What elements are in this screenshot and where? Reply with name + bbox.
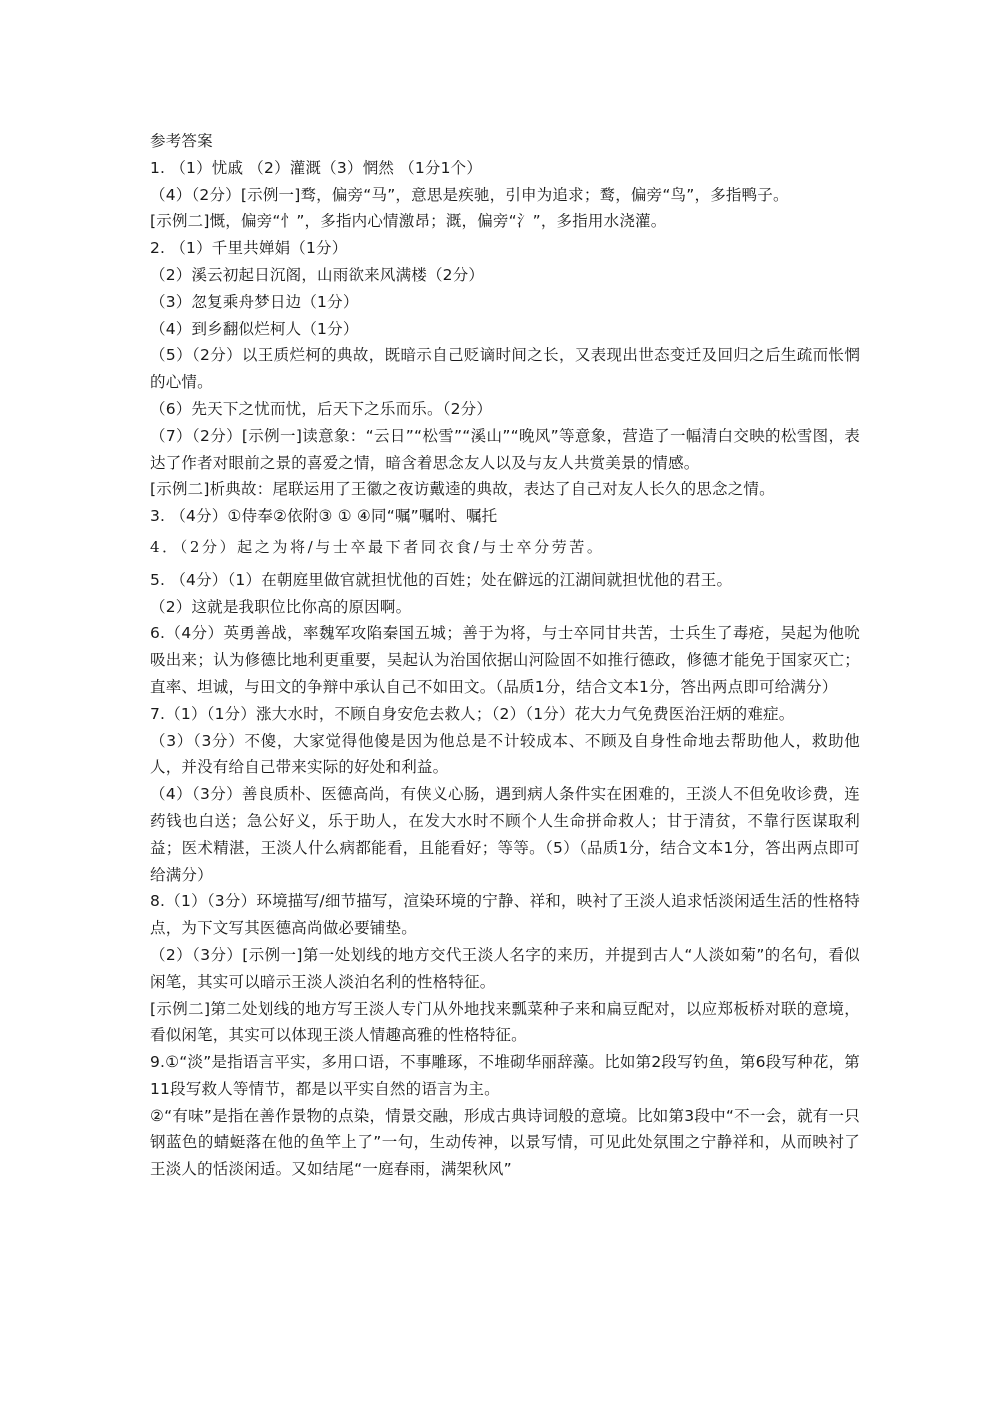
answer-line-q2-6: （6）先天下之忧而忧，后天下之乐而乐。（2分） <box>150 399 493 418</box>
answer-line-q9-2: ②“有味”是指在善作景物的点染，情景交融，形成古典诗词般的意境。比如第3段中“不一会，就有一只钢蓝色的蜻蜓落在他的鱼竿上了”一句，生动传神，以景写情，可见此处氛围之宁静祥和，从而映衬了王淡人的恬淡闲适。又如结尾“一庭春雨，满架秋风” <box>150 1106 860 1179</box>
answer-line-q5-2: （2）这就是我职位比你高的原因啊。 <box>150 597 412 616</box>
answer-line-q5-1: 5. （4分）（1）在朝庭里做官就担忧他的百姓；处在僻远的江湖间就担忧他的君王。 <box>150 570 733 589</box>
answer-line-q2-7-example2: [示例二]析典故：尾联运用了王徽之夜访戴逵的典故，表达了自己对友人长久的思念之情。 <box>150 480 775 499</box>
answer-line-q6: 6.（4分）英勇善战，率魏军攻陷秦国五城；善于为将，与士卒同甘共苦，士兵生了毒疮，吴起为他吮吸出来；认为修德比地利更重要，吴起认为治国依据山河险固不如推行德政，修德才能免于国家灭亡；直率、坦诚，与田文的争辩中承认自己不如田文。（品质1分，结合文本1分，答出两点即可给满分） <box>150 624 860 696</box>
answer-line-q1-example2: [示例二]慨，偏旁“忄”，多指内心情激昂；溉，偏旁“氵”，多指用水浇灌。 <box>150 212 667 231</box>
answer-line-q2-5: （5）（2分）以王质烂柯的典故，既暗示自己贬谪时间之长，又表现出世态变迁及回归之后生疏而怅惘的心情。 <box>150 346 860 392</box>
answer-line-q4: 4．（2分）起之为将/与士卒最下者同衣食/与士卒分劳苦。 <box>150 537 605 556</box>
document-title: 参考答案 <box>150 132 213 150</box>
answer-line-q1-4: （4）（2分）[示例一]骛，偏旁“马”，意思是疾驰，引申为追求；鹜，偏旁“鸟”，多指鸭子。 <box>150 185 789 204</box>
answer-document <box>150 128 860 1183</box>
answer-line-q2-2: （2）溪云初起日沉阁，山雨欲来风满楼（2分） <box>150 265 485 284</box>
answer-line-q2-7: （7）（2分）[示例一]读意象：“云日”“松雪”“溪山”“晚风”等意象，营造了一幅清白交映的松雪图，表达了作者对眼前之景的喜爱之情，暗含着思念友人以及与友人共赏美景的情感。 <box>150 426 860 472</box>
answer-line-q3: 3. （4分）①侍奉②依附③ ① ④同“嘱”嘱咐、嘱托 <box>150 507 498 526</box>
answer-line-q2-4: （4）到乡翻似烂柯人（1分） <box>150 319 359 338</box>
answer-line-q1: 1. （1）忧戚 （2）灌溉（3）惘然 （1分1个） <box>150 158 483 177</box>
answer-line-q7-4: （4）（3分）善良质朴、医德高尚，有侠义心肠，遇到病人条件实在困难的，王淡人不但免收诊费，连药钱也白送；急公好义，乐于助人，在发大水时不顾个人生命拼命救人；甘于清贫，不靠行医谋取利益；医术精湛，王淡人什么病都能看，且能看好；等等。（5）（品质1分，结合文本1分，答出两点即可给满分） <box>150 785 860 884</box>
answer-line-q8-2: （2）（3分）[示例一]第一处划线的地方交代王淡人名字的来历，并提到古人“人淡如菊”的名句，看似闲笔，其实可以暗示王淡人淡泊名利的性格特征。 <box>150 945 860 991</box>
answer-line-q7-3: （3）（3分）不傻，大家觉得他傻是因为他总是不计较成本、不顾及自身性命地去帮助他人，救助他人，并没有给自己带来实际的好处和利益。 <box>150 731 860 777</box>
answer-line-q2-3: （3）忽复乘舟梦日边（1分） <box>150 292 359 311</box>
answer-line-q8-1: 8.（1）（3分）环境描写/细节描写，渲染环境的宁静、祥和，映衬了王淡人追求恬淡闲适生活的性格特点，为下文写其医德高尚做必要铺垫。 <box>150 892 860 938</box>
answer-line-q9-1: 9.①“淡”是指语言平实，多用口语，不事雕琢，不堆砌华丽辞藻。比如第2段写钓鱼，第6段写种花，第11段写救人等情节，都是以平实自然的语言为主。 <box>150 1053 860 1098</box>
answer-line-q8-2-example2: [示例二]第二处划线的地方写王淡人专门从外地找来瓢菜种子来和扁豆配对，以应郑板桥对联的意境，看似闲笔，其实可以体现王淡人情趣高雅的性格特征。 <box>150 999 860 1045</box>
answer-line-q2-1: 2. （1）千里共婵娟（1分） <box>150 239 348 258</box>
answer-line-q7-1-2: 7.（1）（1分）涨大水时，不顾自身安危去救人；（2）（1分）花大力气免费医治汪炳的难症。 <box>150 704 795 723</box>
